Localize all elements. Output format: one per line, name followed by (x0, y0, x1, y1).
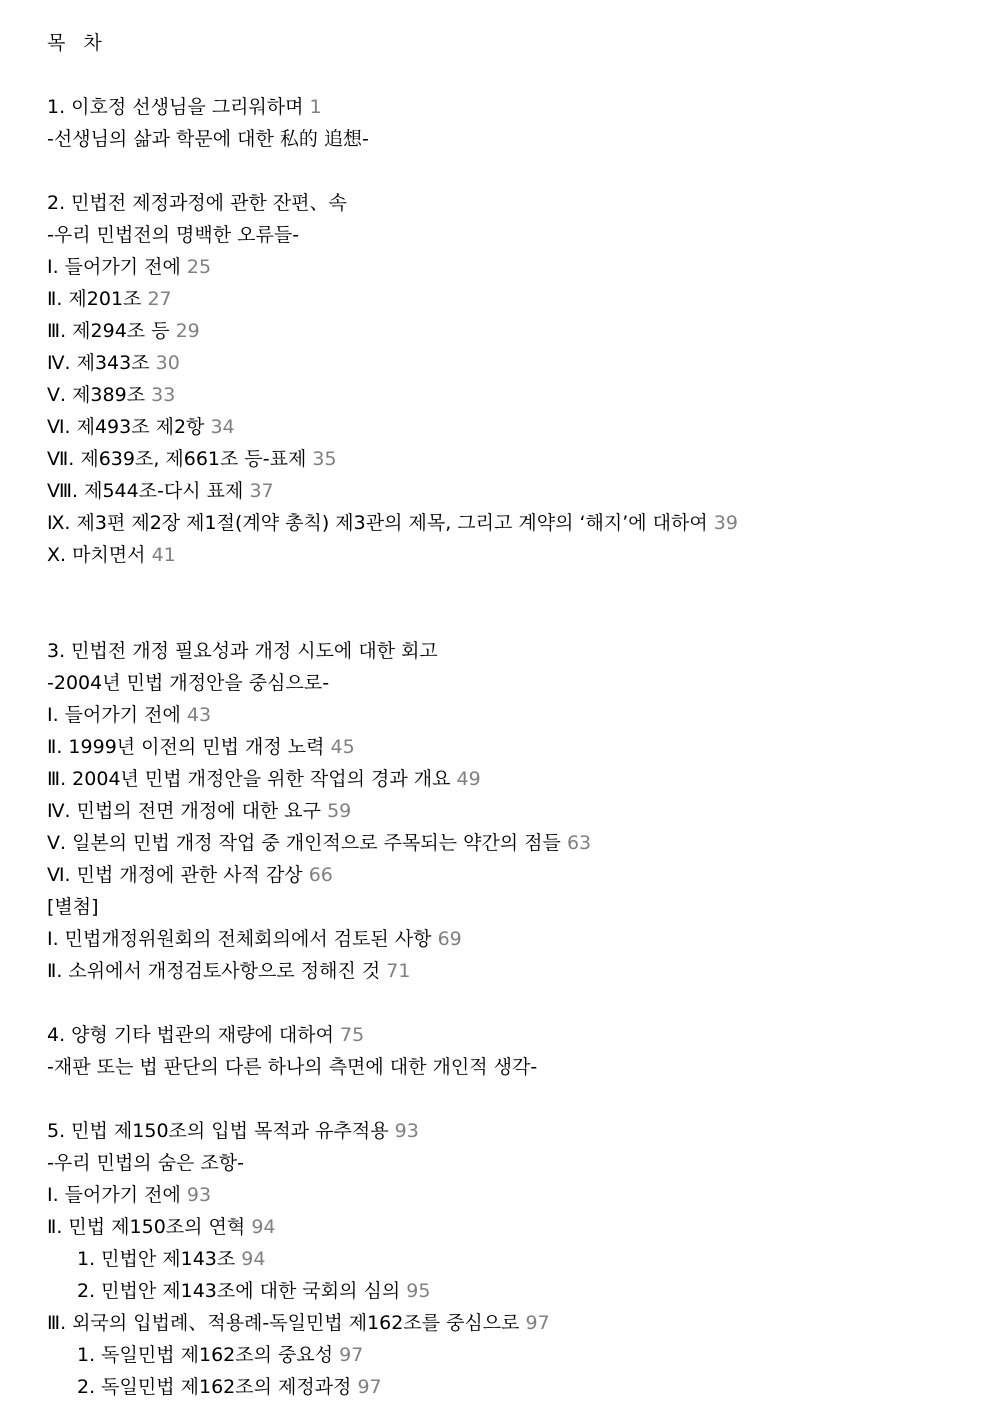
entry-text: Ⅰ. 들어가기 전에 (47, 256, 181, 278)
page-number: 93 (394, 1120, 419, 1142)
entry-text: Ⅶ. 제639조, 제661조 등-표제 (47, 448, 307, 470)
page-number: 45 (330, 736, 355, 758)
page-number: 94 (251, 1216, 276, 1238)
toc-entry (47, 1179, 967, 1211)
entry-text: Ⅲ. 외국의 입법례、적용례-독일민법 제162조를 중심으로 (47, 1312, 520, 1334)
toc-title: 목 차 (47, 32, 108, 54)
chapter-4-heading (47, 1019, 967, 1051)
entry-text: 2. 민법안 제143조에 대한 국회의 심의 (77, 1280, 401, 1302)
toc-entry (47, 411, 967, 443)
entry-text: 1. 독일민법 제162조의 중요성 (77, 1344, 334, 1366)
chapter-1-heading (47, 91, 967, 123)
toc-entry (47, 923, 967, 955)
chapter-heading-text: 1. 이호정 선생님을 그리워하며 (47, 96, 304, 118)
page-number: 33 (151, 384, 176, 406)
toc-entry (47, 859, 967, 891)
chapter-5-heading (47, 1115, 967, 1147)
chapter-5-subtitle: -우리 민법의 숨은 조항- (47, 1152, 245, 1174)
table-of-contents (47, 27, 967, 1403)
page-number: 1 (309, 96, 322, 118)
page-number: 27 (147, 288, 172, 310)
toc-subentry (47, 1339, 967, 1371)
toc-entry (47, 539, 967, 571)
entry-text: 2. 독일민법 제162조의 제정과정 (77, 1376, 352, 1398)
chapter-heading-text: 5. 민법 제150조의 입법 목적과 유추적용 (47, 1120, 389, 1142)
entry-text: Ⅱ. 1999년 이전의 민법 개정 노력 (47, 736, 325, 758)
toc-entry (47, 955, 967, 987)
chapter-1-subtitle: -선생님의 삶과 학문에 대한 私的 追想- (47, 128, 369, 150)
entry-text: Ⅳ. 민법의 전면 개정에 대한 요구 (47, 800, 322, 822)
spacer (47, 603, 967, 635)
page-number: 39 (713, 512, 738, 534)
entry-text: Ⅱ. 민법 제150조의 연혁 (47, 1216, 246, 1238)
page-number: 69 (437, 928, 462, 950)
entry-text: Ⅱ. 소위에서 개정검토사항으로 정해진 것 (47, 960, 381, 982)
page-number: 97 (525, 1312, 550, 1334)
entry-text: Ⅰ. 민법개정위원회의 전체회의에서 검토된 사항 (47, 928, 432, 950)
entry-text: Ⅲ. 2004년 민법 개정안을 위한 작업의 경과 개요 (47, 768, 451, 790)
entry-text: [별첨] (47, 896, 99, 918)
page-number: 29 (175, 320, 200, 342)
toc-entry (47, 507, 967, 539)
chapter-heading-text: 4. 양형 기타 법관의 재량에 대하여 (47, 1024, 334, 1046)
page-number: 63 (566, 832, 592, 854)
spacer (47, 571, 967, 603)
toc-entry (47, 475, 967, 507)
toc-entry (47, 283, 967, 315)
entry-text: Ⅹ. 마치면서 (47, 544, 146, 566)
entry-text: 1. 민법안 제143조 (77, 1248, 236, 1270)
toc-entry (47, 443, 967, 475)
entry-text: Ⅱ. 제201조 (47, 288, 142, 310)
page-number: 30 (155, 352, 180, 374)
page-number: 41 (151, 544, 176, 566)
page-number: 97 (357, 1376, 382, 1398)
page-number: 34 (210, 416, 235, 438)
toc-entry (47, 1307, 967, 1339)
toc-entry (47, 315, 967, 347)
toc-entry (47, 379, 967, 411)
page-number: 43 (186, 704, 212, 726)
entry-text: Ⅵ. 제493조 제2항 (47, 416, 205, 438)
entry-text: Ⅸ. 제3편 제2장 제1절(계약 총칙) 제3관의 제목, 그리고 계약의 ‘해지’에 대하여 (47, 512, 708, 534)
page-number: 97 (339, 1344, 364, 1366)
toc-entry (47, 251, 967, 283)
page-number: 75 (339, 1024, 365, 1046)
chapter-3-subtitle: -2004년 민법 개정안을 중심으로- (47, 672, 330, 694)
toc-subentry (47, 1275, 967, 1307)
page-number: 37 (249, 480, 274, 502)
entry-text: Ⅴ. 일본의 민법 개정 작업 중 개인적으로 주목되는 약간의 점들 (47, 832, 561, 854)
page-number: 66 (308, 864, 333, 886)
toc-entry (47, 827, 967, 859)
toc-entry (47, 699, 967, 731)
spacer (47, 59, 967, 91)
spacer (47, 1083, 967, 1115)
toc-entry (47, 795, 967, 827)
spacer (47, 987, 967, 1019)
page-number: 93 (186, 1184, 212, 1206)
toc-entry (47, 1211, 967, 1243)
entry-text: Ⅰ. 들어가기 전에 (47, 704, 181, 726)
toc-subentry (47, 1243, 967, 1275)
page-number: 95 (406, 1280, 431, 1302)
page-number: 25 (186, 256, 212, 278)
page-number: 94 (241, 1248, 266, 1270)
entry-text: Ⅲ. 제294조 등 (47, 320, 170, 342)
entry-text: Ⅷ. 제544조-다시 표제 (47, 480, 244, 502)
page-number: 49 (456, 768, 481, 790)
chapter-4-subtitle: -재판 또는 법 판단의 다른 하나의 측면에 대한 개인적 생각- (47, 1056, 538, 1078)
toc-entry (47, 891, 967, 923)
page-number: 59 (327, 800, 352, 822)
spacer (47, 155, 967, 187)
page-number: 35 (312, 448, 337, 470)
chapter-2-subtitle: -우리 민법전의 명백한 오류들- (47, 224, 300, 246)
toc-subentry (47, 1371, 967, 1403)
entry-text: Ⅳ. 제343조 (47, 352, 150, 374)
entry-text: Ⅵ. 민법 개정에 관한 사적 감상 (47, 864, 303, 886)
entry-text: Ⅰ. 들어가기 전에 (47, 1184, 181, 1206)
toc-entry (47, 763, 967, 795)
chapter-2-heading: 2. 민법전 제정과정에 관한 잔편、속 (47, 192, 347, 214)
toc-entry (47, 347, 967, 379)
entry-text: Ⅴ. 제389조 (47, 384, 146, 406)
page-number: 71 (386, 960, 411, 982)
chapter-3-heading: 3. 민법전 개정 필요성과 개정 시도에 대한 회고 (47, 640, 438, 662)
toc-entry (47, 731, 967, 763)
